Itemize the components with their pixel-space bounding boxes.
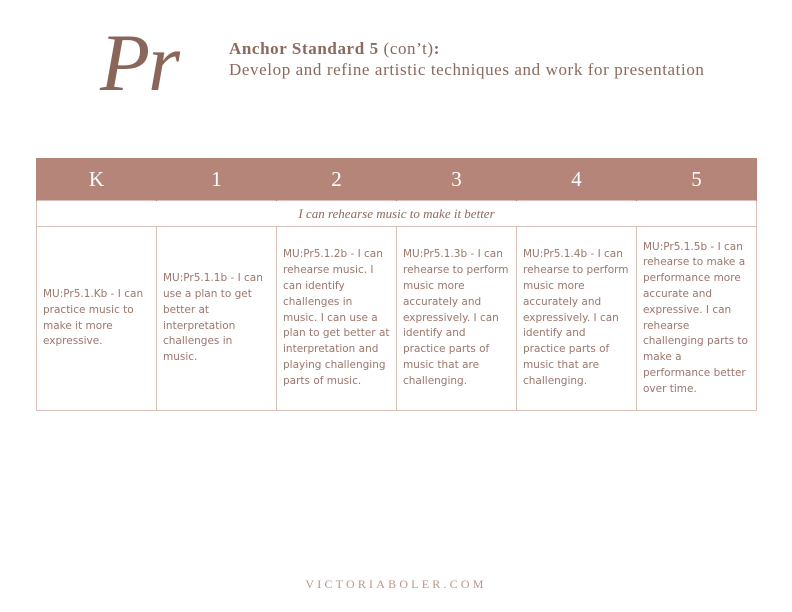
subheading-row bbox=[37, 201, 757, 227]
standard-cell-2: MU:Pr5.1.2b - I can rehearse music. I can identify challenges in music. I can use a plan to get better at interpretation and playing challenging parts of music. bbox=[277, 227, 397, 411]
standard-description: Develop and refine artistic techniques and work for presentation bbox=[229, 60, 705, 79]
grade-header-k: K bbox=[37, 158, 157, 201]
standards-row bbox=[37, 227, 757, 411]
standard-cell-3: MU:Pr5.1.3b - I can rehearse to perform music more accurately and expressively. I can identify and practice parts of music that are challenging. bbox=[397, 227, 517, 411]
standard-colon: : bbox=[433, 39, 440, 58]
standard-cell-k: MU:Pr5.1.Kb - I can practice music to make it more expressive. bbox=[37, 227, 157, 411]
grade-header-2: 2 bbox=[277, 158, 397, 201]
grade-header-5: 5 bbox=[637, 158, 757, 201]
grade-header-3: 3 bbox=[397, 158, 517, 201]
grade-header-row bbox=[37, 158, 757, 201]
grade-header-4: 4 bbox=[517, 158, 637, 201]
pr-logo: Pr bbox=[100, 17, 178, 108]
standard-continued: (con’t) bbox=[378, 39, 434, 58]
standard-cell-5: MU:Pr5.1.5b - I can rehearse to make a performance more accurate and expressive. I can rehearse challenging parts to make a performance better over time. bbox=[637, 227, 757, 411]
standard-header bbox=[229, 38, 749, 80]
footer-website: VICTORIABOLER.COM bbox=[305, 577, 487, 591]
i-can-subheading: I can rehearse music to make it better bbox=[37, 201, 757, 227]
grade-header-1: 1 bbox=[157, 158, 277, 201]
standard-title: Anchor Standard 5 bbox=[229, 39, 379, 58]
standard-cell-4: MU:Pr5.1.4b - I can rehearse to perform music more accurately and expressively. I can identify and practice parts of music that are challenging. bbox=[517, 227, 637, 411]
standards-table bbox=[36, 158, 757, 411]
standard-cell-1: MU:Pr5.1.1b - I can use a plan to get better at interpretation challenges in music. bbox=[157, 227, 277, 411]
